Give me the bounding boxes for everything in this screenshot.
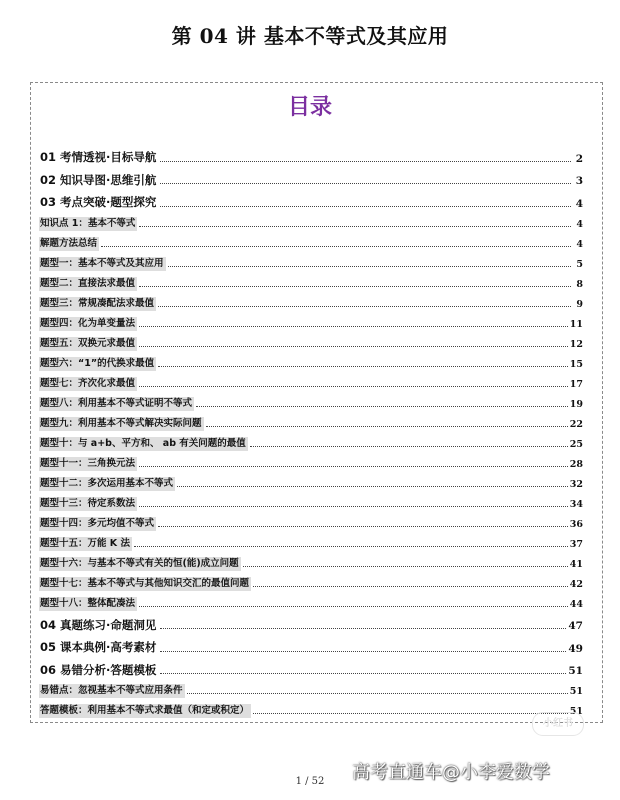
toc-entry-label: 知识点 1：基本不等式 — [40, 217, 136, 229]
toc-entry-page: 37 — [569, 538, 583, 550]
toc-entry-page: 11 — [569, 318, 583, 330]
toc-entry[interactable] — [39, 166, 583, 189]
toc-entry[interactable] — [39, 633, 583, 656]
toc-entry-label: 答题模板：利用基本不等式求最值（和定或积定） — [40, 705, 250, 717]
toc-entry-page: 3 — [575, 175, 583, 187]
toc-entry-page: 4 — [576, 238, 583, 250]
dot-leader — [253, 713, 568, 714]
dot-leader — [160, 628, 566, 629]
dot-leader — [160, 651, 566, 652]
dot-leader — [134, 546, 568, 547]
toc-entry[interactable] — [39, 143, 583, 166]
page-indicator: 1 / 52 — [295, 776, 325, 787]
dot-leader — [158, 366, 568, 367]
toc-entry[interactable] — [39, 411, 583, 431]
toc-entry-page: 51 — [569, 706, 583, 717]
dot-leader — [160, 183, 571, 184]
toc-entry-label: 题型二：直接法求最值 — [40, 277, 136, 289]
toc-entry-page: 22 — [569, 418, 583, 430]
toc-entry-label: 题型六：“1”的代换求最值 — [40, 357, 155, 369]
toc-entry-label: 题型十一：三角换元法 — [40, 457, 136, 469]
dot-leader — [139, 346, 568, 347]
toc-entry-page: 8 — [576, 278, 583, 290]
toc-entry-label: 题型十六：与基本不等式有关的恒(能)成立问题 — [40, 557, 239, 569]
toc-entry-page: 17 — [569, 378, 583, 390]
dot-leader — [139, 466, 568, 467]
toc-entry-page: 4 — [575, 197, 583, 210]
toc-entry[interactable] — [39, 211, 583, 231]
toc-entry[interactable] — [39, 471, 583, 491]
toc-entry[interactable] — [39, 571, 583, 591]
toc-entry[interactable] — [39, 188, 583, 211]
platform-badge: 小红书 — [532, 712, 584, 736]
document-title: 第 04 讲 基本不等式及其应用 — [171, 24, 449, 48]
dot-leader — [177, 486, 568, 487]
toc-entry[interactable] — [39, 331, 583, 351]
toc-entry[interactable] — [39, 678, 583, 698]
toc-entry[interactable] — [39, 611, 583, 634]
toc-entry-label: 02 知识导图·思维引航 — [40, 172, 157, 187]
toc-entry-label: 题型九：利用基本不等式解决实际问题 — [40, 417, 202, 429]
dot-leader — [139, 286, 571, 287]
dot-leader — [253, 586, 568, 587]
toc-entry-page: 41 — [569, 558, 583, 570]
toc-entry-label: 题型十八：整体配凑法 — [40, 597, 136, 609]
toc-entry-page: 2 — [575, 152, 583, 165]
toc-entry-label: 题型八：利用基本不等式证明不等式 — [40, 397, 193, 409]
toc-entry[interactable] — [39, 511, 583, 531]
dot-leader — [139, 326, 568, 327]
toc-entry-label: 题型十五：万能 K 法 — [40, 537, 130, 549]
toc-entry-label: 01 考情透视·目标导航 — [40, 150, 157, 165]
toc-entry[interactable] — [39, 451, 583, 471]
dot-leader — [139, 386, 568, 387]
dot-leader — [206, 426, 568, 427]
toc-entry-page: 12 — [569, 338, 583, 350]
toc-entry-label: 05 课本典例·高考素材 — [40, 640, 157, 655]
toc-entry[interactable] — [39, 431, 583, 451]
dot-leader — [158, 526, 568, 527]
toc-entry-page: 19 — [569, 398, 583, 410]
toc-entry-label: 解题方法总结 — [40, 237, 98, 249]
toc-entry-label: 题型一：基本不等式及其应用 — [40, 257, 164, 269]
toc-entry-page: 51 — [568, 665, 583, 677]
toc-entry[interactable] — [39, 251, 583, 271]
toc-entry-page: 4 — [576, 218, 583, 230]
toc-entry[interactable] — [39, 271, 583, 291]
toc-entry-label: 题型十二：多次运用基本不等式 — [40, 477, 174, 489]
dot-leader — [101, 246, 571, 247]
toc-entry-label: 易错点：忽视基本不等式应用条件 — [40, 685, 183, 697]
toc-entry[interactable] — [39, 551, 583, 571]
dot-leader — [139, 506, 568, 507]
toc-entry-page: 36 — [569, 518, 583, 530]
dot-leader — [168, 266, 571, 267]
toc-entry-label: 题型七：齐次化求最值 — [40, 377, 136, 389]
toc-entry-label: 04 真题练习·命题洞见 — [40, 617, 157, 632]
toc-entry[interactable] — [39, 656, 583, 679]
toc-entry-page: 15 — [569, 358, 583, 370]
toc-entry[interactable] — [39, 291, 583, 311]
watermark-text: 高考直通车@小李爱数学 — [352, 762, 550, 783]
dot-leader — [158, 306, 571, 307]
toc-entry-label: 题型十三：待定系数法 — [40, 497, 136, 509]
toc-entry-page: 9 — [576, 298, 583, 310]
toc-entry-label: 题型十七：基本不等式与其他知识交汇的最值问题 — [40, 577, 250, 589]
toc-entry[interactable] — [39, 351, 583, 371]
toc-entry-label: 题型三：常规凑配法求最值 — [40, 297, 155, 309]
toc-entry-label: 题型十四：多元均值不等式 — [40, 517, 155, 529]
table-of-contents — [39, 143, 583, 718]
toc-entry[interactable] — [39, 491, 583, 511]
toc-entry[interactable] — [39, 371, 583, 391]
toc-heading: 目录 — [287, 95, 332, 120]
toc-entry-label: 题型四：化为单变量法 — [40, 317, 136, 329]
toc-entry-page: 5 — [576, 258, 583, 270]
toc-entry-label: 03 考点突破·题型探究 — [40, 195, 157, 210]
toc-entry-page: 42 — [569, 578, 583, 590]
toc-entry-page: 44 — [569, 598, 583, 610]
dot-leader — [160, 161, 571, 162]
toc-entry-page: 32 — [569, 478, 583, 490]
toc-entry[interactable] — [39, 311, 583, 331]
toc-entry[interactable] — [39, 531, 583, 551]
toc-entry[interactable] — [39, 231, 583, 251]
toc-entry-label: 题型十：与 a+b、平方和、 ab 有关问题的最值 — [40, 437, 246, 449]
toc-entry-page: 51 — [569, 686, 583, 697]
toc-entry-page: 28 — [569, 458, 583, 470]
dot-leader — [160, 673, 566, 674]
dot-leader — [139, 226, 571, 227]
dot-leader — [196, 406, 568, 407]
toc-entry-page: 34 — [569, 498, 583, 510]
dot-leader — [250, 446, 568, 447]
toc-entry-label: 06 易错分析·答题模板 — [40, 662, 157, 677]
toc-entry-label: 题型五：双换元求最值 — [40, 337, 136, 349]
toc-entry[interactable] — [39, 698, 583, 718]
toc-entry-page: 49 — [568, 642, 583, 655]
toc-entry[interactable] — [39, 591, 583, 611]
toc-entry-page: 47 — [568, 620, 583, 632]
toc-entry[interactable] — [39, 391, 583, 411]
dot-leader — [160, 206, 571, 207]
toc-entry-page: 25 — [569, 438, 583, 450]
dot-leader — [187, 693, 568, 694]
dot-leader — [243, 566, 568, 567]
dot-leader — [139, 606, 568, 607]
